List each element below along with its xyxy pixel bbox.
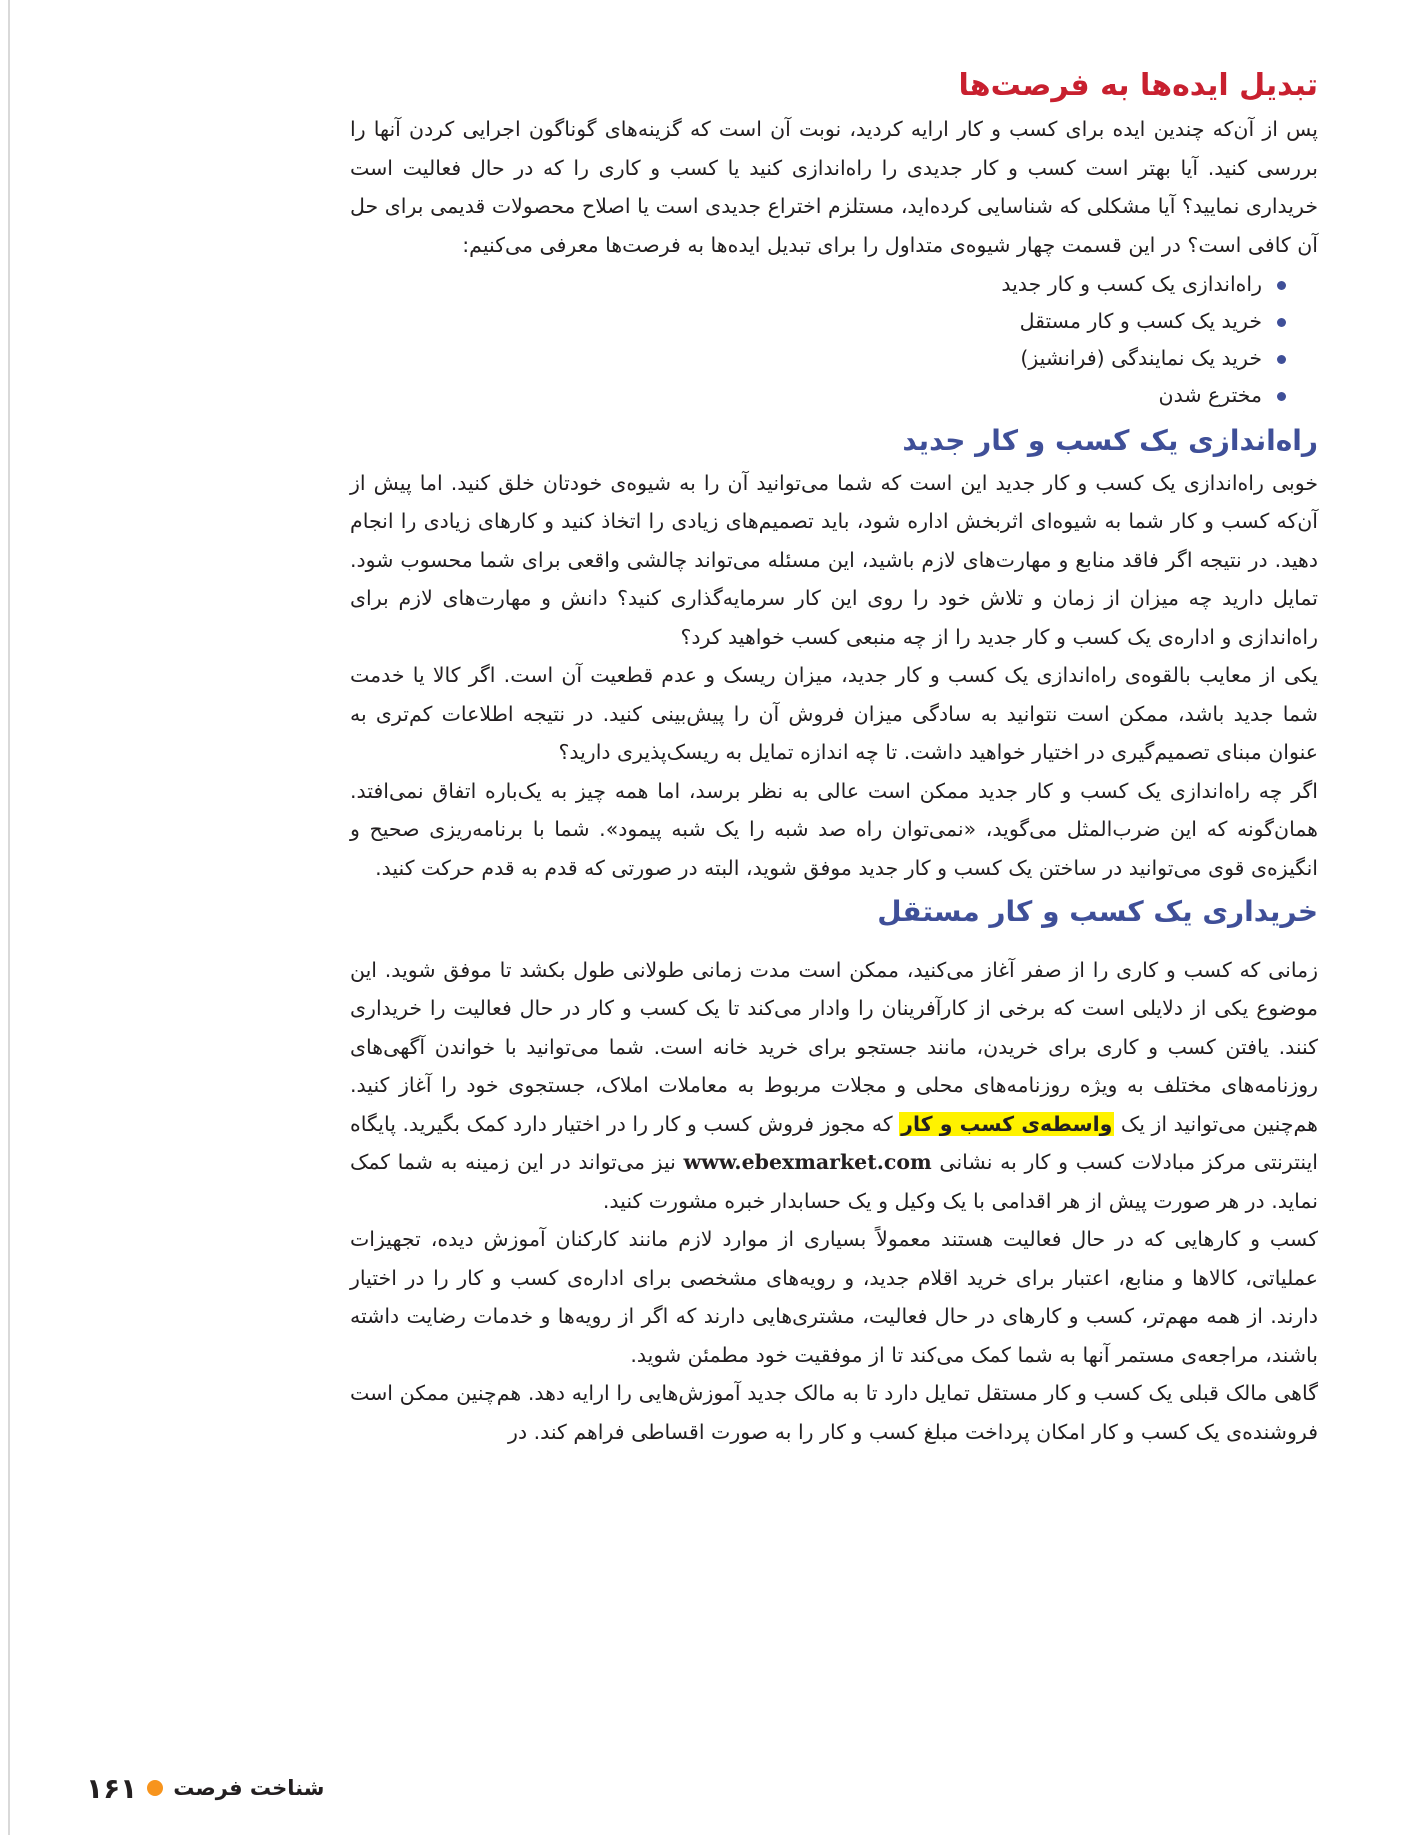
list-item: راه‌اندازی یک کسب و کار جدید <box>350 266 1286 303</box>
website-url: www.ebexmarket.com <box>683 1150 932 1175</box>
section-title-buy-business: خریداری یک کسب و کار مستقل <box>877 895 1318 929</box>
paragraph: کسب و کارهایی که در حال فعالیت هستند معمولاً بسیاری از موارد لازم مانند کارکنان آموزش دیده، تجهیزات عملیاتی، کالاها و منابع، اعتبار برای خرید اقلام جدید، و رویه‌های مشخصی برای اداره‌ی کسب و کار را در اختیار دارند. از همه مهم‌تر، کسب و کارهای در حال فعالیت، مشتری‌هایی دارند که اگر از رویه‌ها و خدمات رضایت داشته باشند، مراجعه‌ی مستمر آنها به شما کمک می‌کند تا از موفقیت خود مطمئن شوید. <box>350 1227 1318 1367</box>
list-item: مخترع شدن <box>350 377 1286 414</box>
bullet-icon <box>1277 318 1286 327</box>
paragraph: گاهی مالک قبلی یک کسب و کار مستقل تمایل دارد تا به مالک جدید آموزش‌هایی را ارایه دهد. هم‌چنین ممکن است فروشنده‌ی یک کسب و کار امکان پرداخت مبلغ کسب و کار را به صورت اقساطی فراهم کند. در <box>350 1381 1318 1444</box>
paragraph: یکی از معایب بالقوه‌ی راه‌اندازی یک کسب و کار جدید، میزان ریسک و عدم قطعیت آن است. اگر کالا یا خدمت شما جدید باشد، ممکن است نتوانید به سادگی میزان فروش آن را پیش‌بینی کنید. در نتیجه اطلاعات کم‌تری به عنوان مبنای تصمیم‌گیری در اختیار خواهید داشت. تا چه اندازه تمایل به ریسک‌پذیری دارید؟ <box>350 663 1318 765</box>
chapter-title: شناخت فرصت <box>173 1776 325 1800</box>
orange-dot-icon <box>147 1780 163 1796</box>
bullet-icon <box>1277 392 1286 401</box>
paragraph: خوبی راه‌اندازی یک کسب و کار جدید این است که شما می‌توانید آن را به شیوه‌ی خودتان خلق کنید. اما پیش از آن‌که کسب و کار شما به شیوه‌ای اثربخش اداره شود، باید تصمیم‌های زیادی را اتخاذ کنید و کارهای زیادی را انجام دهید. در نتیجه اگر فاقد منابع و مهارت‌های لازم باشید، این مسئله می‌تواند چالشی واقعی برای شما محسوب شود. تمایل دارید چه میزان از زمان و تلاش خود را روی این کار سرمایه‌گذاری کنید؟ دانش و مهارت‌های لازم برای راه‌اندازی و اداره‌ی یک کسب و کار جدید را از چه منبعی کسب خواهید کرد؟ <box>350 470 1318 649</box>
page-footer <box>86 1770 324 1806</box>
page-number: ۱۶۱ <box>86 1771 138 1805</box>
section-title-new-business: راه‌اندازی یک کسب و کار جدید <box>902 424 1318 457</box>
page-edge-rule <box>8 0 10 1835</box>
paragraph: اگر چه راه‌اندازی یک کسب و کار جدید ممکن است عالی به نظر برسد، اما همه چیز به یک‌باره اتفاق نمی‌افتد. همان‌گونه که این ضرب‌المثل می‌گوید، «نمی‌توان راه صد شبه را یک شبه پیمود». شما با برنامه‌ریزی صحیح و انگیزه‌ی قوی می‌توانید در ساختن یک کسب و کار جدید موفق شوید، البته در صورتی که قدم به قدم حرکت کنید. <box>350 778 1318 880</box>
bullet-icon <box>1277 355 1286 364</box>
paragraph-with-highlight: زمانی که کسب و کاری را از صفر آغاز می‌کنید، ممکن است مدت زمانی طولانی طول بکشد تا موفق شوید. این موضوع یکی از دلایلی است که برخی از کارآفرینان را وادار می‌کند تا یک کسب و کار در حال فعالیت را خریداری کنند. یافتن کسب و کاری برای خریدن، مانند جستجو برای خرید خانه است. شما می‌توانید با خواندن آگهی‌های روزنامه‌های مختلف به ویژه روزنامه‌های محلی و مجلات مربوط به معاملات املاک، جستجوی خود را آغاز کنید. هم‌چنین می‌توانید از یک واسطه‌ی کسب و کار که مجوز فروش کسب و کار را در اختیار دارد کمک بگیرید. پایگاه اینترنتی مرکز مبادلات کسب و کار به نشانی www.ebexmarket.com نیز می‌تواند در این زمینه به شما کمک نماید. در هر صورت پیش از هر اقدامی با یک وکیل و یک حسابدار خبره مشورت کنید. <box>350 957 1318 1213</box>
page-content <box>350 68 1318 1451</box>
list-item: خرید یک کسب و کار مستقل <box>350 303 1286 340</box>
section-title-ideas-to-opportunities: تبدیل ایده‌ها به فرصت‌ها <box>958 68 1318 103</box>
bullet-list <box>350 266 1318 414</box>
bullet-icon <box>1277 281 1286 290</box>
paragraph: پس از آن‌که چندین ایده برای کسب و کار ارایه کردید، نوبت آن است که گزینه‌های گوناگون اجرایی کردن آنها را بررسی کنید. آیا بهتر است کسب و کار جدیدی را راه‌اندازی کنید یا کسب و کاری را که در حال فعالیت است خریداری نمایید؟ آیا مشکلی که شناسایی کرده‌اید، مستلزم اختراع جدیدی است یا اصلاح محصولات قدیمی برای حل آن کافی است؟ در این قسمت چهار شیوه‌ی متداول را برای تبدیل ایده‌ها به فرصت‌ها معرفی می‌کنیم: <box>350 117 1318 257</box>
highlighted-term: واسطه‌ی کسب و کار <box>901 1111 1113 1136</box>
list-item: خرید یک نمایندگی (فرانشیز) <box>350 340 1286 377</box>
